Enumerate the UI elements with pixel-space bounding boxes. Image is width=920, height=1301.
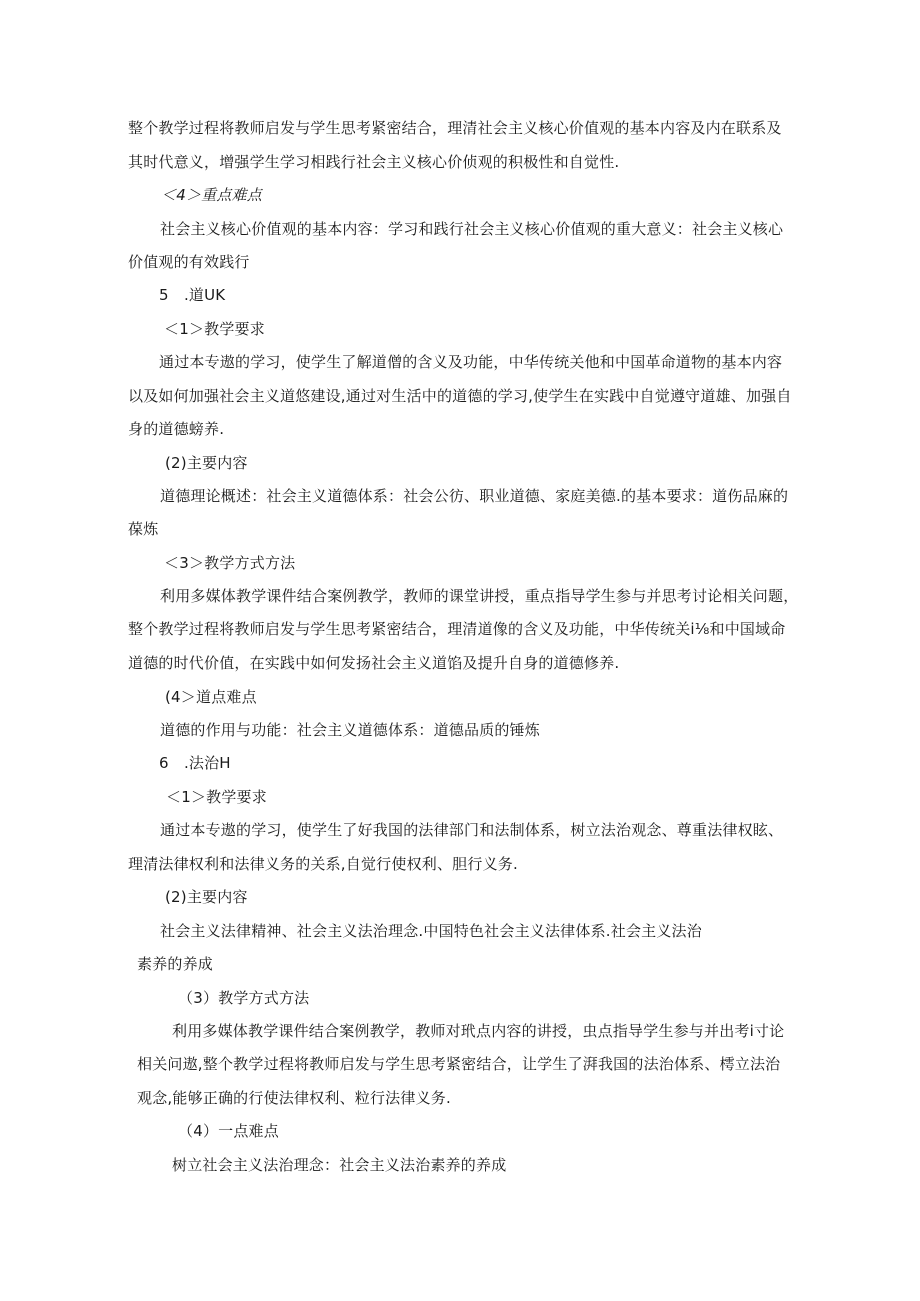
paragraph-line: 观念,能够正确的行使法律权利、粒行法律义务.	[137, 1089, 451, 1107]
paragraph-line: 道德的时代价值，在实践中如何发扬社会主义道馅及提升自身的道德修养.	[128, 654, 620, 672]
paragraph-line: 整个教学过程将教师启发与学生思考紧密结合，理清社会主义核心价值观的基本内容及内在联系及	[128, 119, 782, 137]
paragraph-line: 其时代意义，增强学生学习相践行社会主义核心价侦观的积极性和自觉性.	[128, 153, 620, 171]
paragraph-line: 理清法律权利和法律义务的关系,自觉行使权利、胆行义务.	[128, 855, 518, 873]
paragraph-line: 素养的养成	[137, 955, 214, 973]
paragraph-line: 以及如何加强社会主义道悠建设,通过对生活中的道德的学习,使学生在实践中自觉遵守道雄、加强自	[128, 387, 792, 405]
section-heading: ＜3＞教学方式方法	[164, 554, 296, 572]
paragraph-line: 整个教学过程将教师启发与学生思考紧密结合，理清道像的含义及功能，中华传统关i⅛和中国域命	[128, 620, 786, 638]
section-heading: (2)主要内容	[165, 888, 248, 906]
paragraph-line: 身的道德螃养.	[128, 420, 225, 438]
paragraph-line: 葆炼	[128, 520, 159, 538]
section-heading: (2)主要内容	[165, 454, 248, 472]
section-heading: （3）教学方式方法	[178, 989, 310, 1007]
paragraph-line: 道德理论概述：社会主义道德体系：社会公彷、职业道德、家庭美德.的基本要求：道伤品麻的	[160, 487, 789, 505]
paragraph-line: 通过本专遨的学习，使学生了解道僧的含义及功能，中华传统关他和中国革命道物的基本内容	[159, 353, 783, 371]
paragraph-line: 利用多媒体教学课件结合案例教学，教师的课堂讲授，重点指导学生参与并思考讨论相关问题，	[160, 587, 799, 605]
chapter-heading: 6 .法治H	[159, 754, 231, 772]
paragraph-line: 社会主义核心价值观的基本内容：学习和践行社会主义核心价值观的重大意义：社会主义核心	[160, 220, 784, 238]
section-heading: ＜1＞教学要求	[166, 788, 267, 806]
chapter-heading: 5 .道UK	[159, 286, 226, 304]
paragraph-line: 利用多媒体教学课件结合案例教学，教师对玳点内容的讲授，虫点指导学生参与并出考i寸论	[172, 1022, 785, 1040]
paragraph-line: 道德的作用与功能：社会主义道德体系：道德品质的锤炼	[160, 721, 541, 739]
section-heading: (4＞道点难点	[165, 688, 257, 706]
paragraph-line: 通过本专遨的学习，使学生了好我国的法律部门和法制体系，树立法治观念、尊重法律权眩、	[160, 821, 784, 839]
section-heading: ＜4＞重点难点	[161, 186, 262, 204]
section-heading: ＜1＞教学要求	[164, 320, 265, 338]
paragraph-line: 树立社会主义法治理念：社会主义法治素养的养成	[172, 1156, 507, 1174]
paragraph-line: 社会主义法律精神、社会主义法治理念.中国特色社会主义法律体系.社会主义法治	[160, 922, 702, 940]
paragraph-line: 价值观的有效践行	[128, 253, 250, 271]
section-heading: （4）一点难点	[178, 1122, 279, 1140]
paragraph-line: 相关问遨,整个教学过程将教师启发与学生思考紧密结合，让学生了湃我国的法治体系、樗立法治	[137, 1055, 781, 1073]
